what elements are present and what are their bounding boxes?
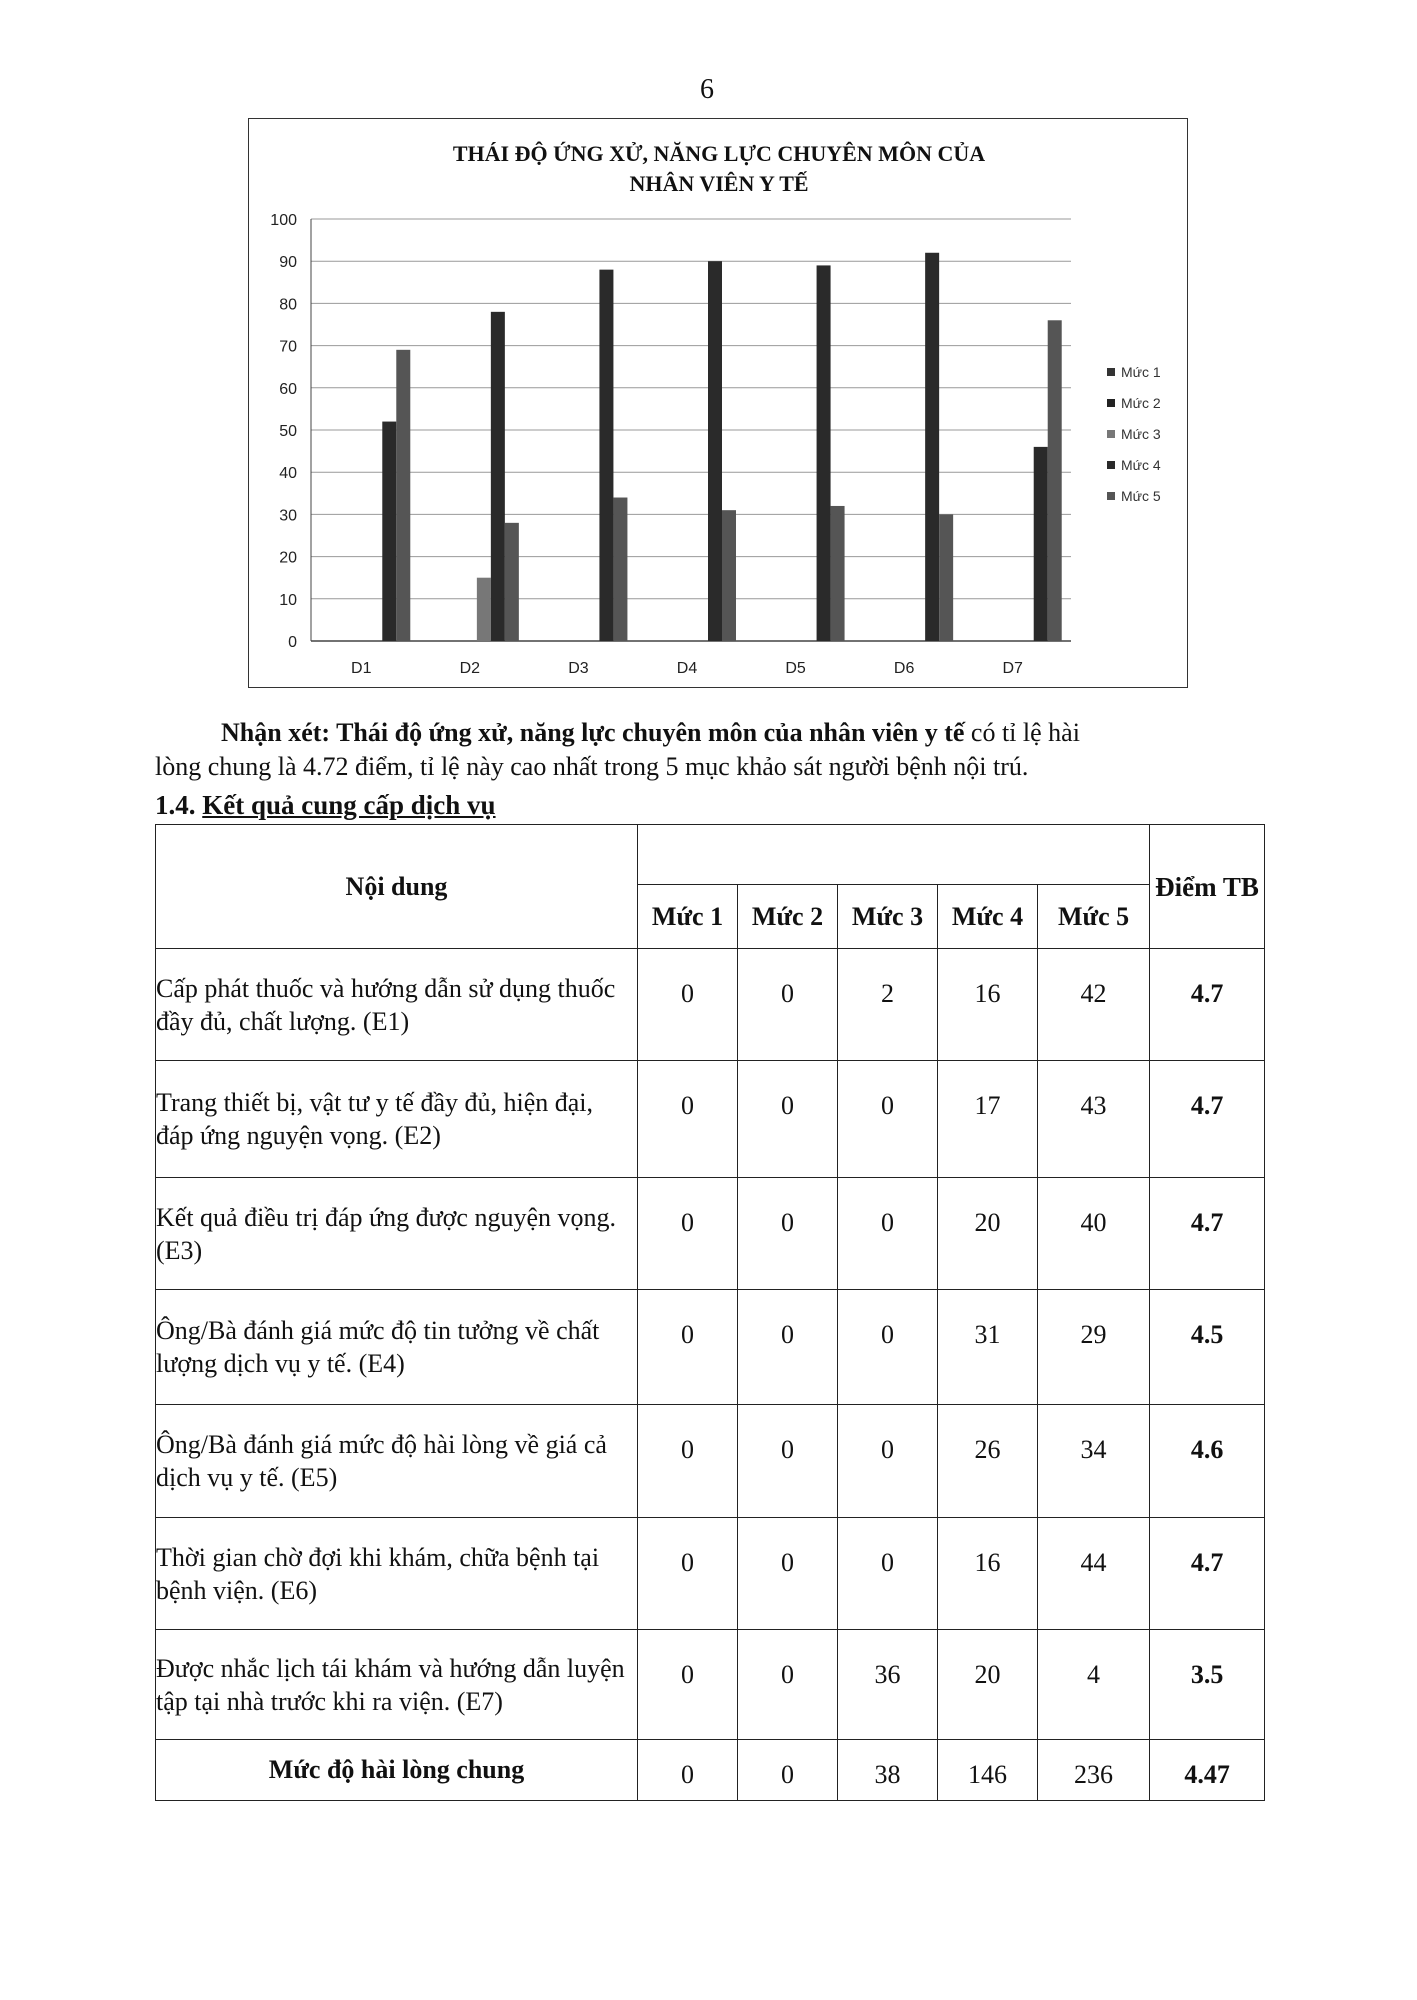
bar-d2-series-3 [477, 578, 491, 641]
x-tick-label: D3 [568, 660, 589, 677]
service-results-table [155, 824, 1265, 1801]
legend-label: Mức 3 [1121, 426, 1161, 442]
x-tick-label: D5 [785, 660, 806, 677]
row-value-level-2: 0 [738, 949, 838, 1061]
y-tick-label: 60 [279, 380, 297, 398]
bar-d5-series-5 [831, 506, 845, 641]
row-value-level-3: 0 [838, 1290, 938, 1405]
row-value-level-2: 0 [738, 1405, 838, 1518]
row-value-level-1: 0 [638, 949, 738, 1061]
bar-d7-series-5 [1048, 320, 1062, 641]
row-score: 4.7 [1150, 1518, 1265, 1630]
legend-swatch [1107, 430, 1115, 438]
row-score: 4.7 [1150, 1061, 1265, 1178]
row-score: 4.5 [1150, 1290, 1265, 1405]
section-number: 1.4. [155, 790, 196, 820]
table-row [156, 949, 1265, 1061]
bar-d3-series-5 [613, 498, 627, 641]
bar-d1-series-5 [396, 350, 410, 641]
row-value-level-5: 29 [1038, 1290, 1150, 1405]
legend-label: Mức 4 [1121, 457, 1161, 473]
total-value-level-2: 0 [738, 1740, 838, 1801]
y-tick-label: 0 [288, 634, 297, 651]
x-tick-label: D1 [351, 660, 372, 677]
bar-d2-series-4 [491, 312, 505, 641]
legend-label: Mức 1 [1121, 364, 1161, 380]
row-value-level-1: 0 [638, 1630, 738, 1740]
legend-swatch [1107, 461, 1115, 469]
row-score: 4.6 [1150, 1405, 1265, 1518]
row-value-level-4: 26 [938, 1405, 1038, 1518]
total-value-level-1: 0 [638, 1740, 738, 1801]
comment-paragraph [155, 716, 1280, 784]
legend-swatch [1107, 399, 1115, 407]
row-value-level-3: 0 [838, 1061, 938, 1178]
row-content: Kết quả điều trị đáp ứng được nguyện vọng. (E3) [156, 1178, 638, 1290]
header-score: Điểm TB [1150, 825, 1265, 949]
row-content: Được nhắc lịch tái khám và hướng dẫn luyện tập tại nhà trước khi ra viện. (E7) [156, 1630, 638, 1740]
row-value-level-4: 16 [938, 949, 1038, 1061]
table-row [156, 1518, 1265, 1630]
row-value-level-2: 0 [738, 1061, 838, 1178]
bar-d4-series-4 [708, 261, 722, 641]
total-value-level-5: 236 [1038, 1740, 1150, 1801]
page-number: 6 [700, 74, 714, 105]
bar-d1-series-4 [382, 422, 396, 641]
section-title: Kết quả cung cấp dịch vụ [202, 790, 496, 820]
legend-swatch [1107, 492, 1115, 500]
row-value-level-4: 20 [938, 1178, 1038, 1290]
table-row [156, 1061, 1265, 1178]
table-row [156, 1178, 1265, 1290]
header-level-4: Mức 4 [938, 885, 1038, 949]
y-tick-label: 80 [279, 296, 297, 314]
y-tick-label: 40 [279, 465, 297, 483]
table-row [156, 1630, 1265, 1740]
row-value-level-4: 31 [938, 1290, 1038, 1405]
header-level-2: Mức 2 [738, 885, 838, 949]
row-value-level-2: 0 [738, 1518, 838, 1630]
header-level-3: Mức 3 [838, 885, 938, 949]
bar-d6-series-5 [939, 514, 953, 641]
row-value-level-1: 0 [638, 1518, 738, 1630]
row-content: Thời gian chờ đợi khi khám, chữa bệnh tại bệnh viện. (E6) [156, 1518, 638, 1630]
chart-title-line-2: NHÂN VIÊN Y TẾ [629, 171, 809, 196]
row-value-level-5: 42 [1038, 949, 1150, 1061]
row-score: 3.5 [1150, 1630, 1265, 1740]
comment-text-line-1: có tỉ lệ hài [964, 718, 1080, 747]
y-tick-label: 10 [279, 591, 297, 609]
chart-canvas [249, 119, 1186, 686]
x-tick-label: D2 [459, 660, 481, 677]
row-value-level-1: 0 [638, 1061, 738, 1178]
y-tick-label: 70 [279, 338, 297, 356]
row-value-level-2: 0 [738, 1630, 838, 1740]
row-score: 4.7 [1150, 1178, 1265, 1290]
row-value-level-3: 0 [838, 1405, 938, 1518]
row-value-level-5: 4 [1038, 1630, 1150, 1740]
total-score: 4.47 [1150, 1740, 1265, 1801]
table-header-row [156, 825, 1265, 885]
row-value-level-3: 36 [838, 1630, 938, 1740]
y-tick-label: 50 [279, 423, 297, 440]
row-value-level-5: 44 [1038, 1518, 1150, 1630]
bar-d5-series-4 [817, 265, 831, 641]
row-score: 4.7 [1150, 949, 1265, 1061]
chart-title-line-1: THÁI ĐỘ ỨNG XỬ, NĂNG LỰC CHUYÊN MÔN CỦA [452, 141, 986, 166]
satisfaction-chart [248, 118, 1188, 688]
row-value-level-2: 0 [738, 1178, 838, 1290]
row-value-level-4: 20 [938, 1630, 1038, 1740]
bar-d3-series-4 [599, 270, 613, 641]
header-level-5: Mức 5 [1038, 885, 1150, 949]
bar-d4-series-5 [722, 510, 736, 641]
table-total-row [156, 1740, 1265, 1801]
row-content: Trang thiết bị, vật tư y tế đầy đủ, hiện đại, đáp ứng nguyện vọng. (E2) [156, 1061, 638, 1178]
row-content: Cấp phát thuốc và hướng dẫn sử dụng thuốc đầy đủ, chất lượng. (E1) [156, 949, 638, 1061]
y-tick-label: 30 [279, 507, 297, 525]
table-row [156, 1405, 1265, 1518]
total-label: Mức độ hài lòng chung [156, 1740, 638, 1801]
total-value-level-4: 146 [938, 1740, 1038, 1801]
row-value-level-5: 43 [1038, 1061, 1150, 1178]
row-value-level-1: 0 [638, 1178, 738, 1290]
bar-d2-series-5 [505, 523, 519, 641]
row-value-level-4: 17 [938, 1061, 1038, 1178]
bar-d6-series-4 [925, 253, 939, 641]
row-value-level-5: 34 [1038, 1405, 1150, 1518]
legend-swatch [1107, 368, 1115, 376]
row-value-level-1: 0 [638, 1405, 738, 1518]
row-content: Ông/Bà đánh giá mức độ tin tưởng về chất lượng dịch vụ y tế. (E4) [156, 1290, 638, 1405]
row-value-level-5: 40 [1038, 1178, 1150, 1290]
row-value-level-1: 0 [638, 1290, 738, 1405]
row-value-level-2: 0 [738, 1290, 838, 1405]
header-level-1: Mức 1 [638, 885, 738, 949]
row-value-level-3: 0 [838, 1178, 938, 1290]
row-value-level-3: 0 [838, 1518, 938, 1630]
y-tick-label: 100 [270, 212, 297, 229]
y-tick-label: 90 [279, 254, 297, 272]
x-tick-label: D6 [893, 660, 915, 677]
bar-d7-series-4 [1034, 447, 1048, 641]
row-content: Ông/Bà đánh giá mức độ hài lòng về giá cả dịch vụ y tế. (E5) [156, 1405, 638, 1518]
comment-label: Nhận xét: Thái độ ứng xử, năng lực chuyên môn của nhân viên y tế [221, 718, 965, 747]
header-levels-group [638, 825, 1150, 885]
x-tick-label: D7 [1002, 660, 1023, 677]
row-value-level-3: 2 [838, 949, 938, 1061]
x-tick-label: D4 [676, 660, 698, 677]
total-value-level-3: 38 [838, 1740, 938, 1801]
section-heading [155, 790, 496, 821]
comment-text-line-2: lòng chung là 4.72 điểm, tỉ lệ này cao nhất trong 5 mục khảo sát người bệnh nội trú. [155, 752, 1029, 781]
table-row [156, 1290, 1265, 1405]
legend-label: Mức 5 [1121, 488, 1161, 504]
row-value-level-4: 16 [938, 1518, 1038, 1630]
y-tick-label: 20 [279, 549, 297, 567]
legend-label: Mức 2 [1121, 395, 1161, 411]
header-content: Nội dung [156, 825, 638, 949]
